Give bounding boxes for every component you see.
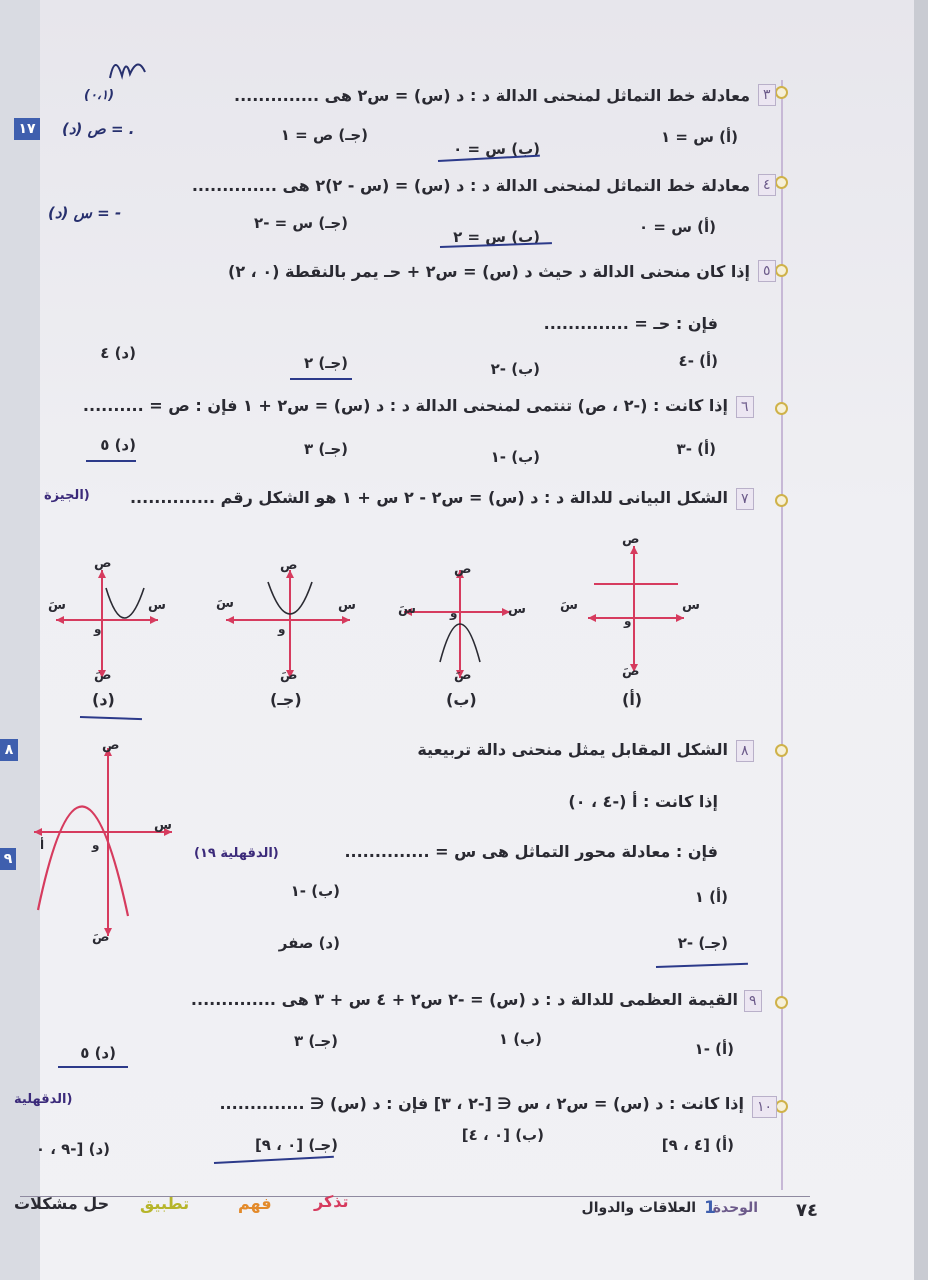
answer-underline xyxy=(214,1156,334,1164)
option-a[interactable]: (أ) -١ xyxy=(694,1040,734,1058)
origin-label: و xyxy=(624,614,632,628)
question-text: إذا كانت : د (س) = س٢ ، س ∈ [-٢ ، ٣] فإن : د (س) ∈ .............. xyxy=(219,1094,744,1113)
axis-label: سَ xyxy=(560,598,578,613)
footer-tag-remember: تذكر xyxy=(314,1192,349,1211)
option-b[interactable]: (ب) ١ xyxy=(498,1030,542,1048)
option-b[interactable]: (ب) -١ xyxy=(290,882,340,900)
handwritten-cut-option: (د) ص = . xyxy=(62,120,135,138)
option-a[interactable]: (أ) ١ xyxy=(694,888,728,906)
question-number: ٨ xyxy=(736,740,754,762)
handwritten-note: (٠،١) xyxy=(84,88,115,103)
question-dot xyxy=(775,494,788,507)
question-dot xyxy=(775,86,788,99)
unit-label: الوحدة xyxy=(712,1200,758,1216)
side-number-chip: ٨ xyxy=(0,739,18,761)
axis-label: س xyxy=(508,602,526,617)
axis-label: س xyxy=(154,818,172,833)
option-a[interactable]: (أ) -٣ xyxy=(676,440,716,458)
question-text: الشكل البيانى للدالة د : د (س) = س٢ - ٢ س + ١ هو الشكل رقم .............. xyxy=(129,488,728,507)
unit-title: العلاقات والدوال xyxy=(581,1200,696,1216)
origin-label: و xyxy=(278,622,286,636)
pen-scribble xyxy=(100,48,150,93)
figure-c-axes xyxy=(220,566,356,682)
page-number: ٧٤ xyxy=(796,1200,818,1221)
option-c[interactable]: (جـ) ٣ xyxy=(303,440,348,458)
footer-tag-problem-solving: حل مشكلات xyxy=(14,1194,110,1213)
question-number: ٤ xyxy=(758,174,776,196)
figure-label: (أ) xyxy=(622,690,643,709)
axis-label: سَ xyxy=(398,602,416,617)
question-rail xyxy=(781,80,783,1190)
option-a[interactable]: (أ) -٤ xyxy=(678,352,718,370)
option-c[interactable]: (جـ) ٢ xyxy=(303,354,348,372)
question-number: ١٠ xyxy=(752,1096,777,1118)
figure-b-axes xyxy=(398,566,514,682)
axis-label: ص xyxy=(454,562,472,577)
origin-label: و xyxy=(94,622,102,636)
option-b[interactable]: (ب) -١ xyxy=(490,448,540,466)
question-number: ٧ xyxy=(736,488,754,510)
axis-label: صَ xyxy=(94,668,112,683)
source-tag: (الجيزة xyxy=(44,488,90,503)
axis-label: صَ xyxy=(622,664,640,679)
side-number-chip: ١٧ xyxy=(14,118,40,140)
figure-q8-parabola xyxy=(30,740,180,940)
unit-number: 1 xyxy=(704,1198,716,1218)
side-number-chip: ٩ xyxy=(0,848,16,870)
figure-a-axes xyxy=(568,532,688,682)
axis-label: س xyxy=(338,598,356,613)
figure-label: (ب) xyxy=(446,690,477,709)
footer-tag-apply: تطبيق xyxy=(140,1194,190,1213)
option-d[interactable]: (د) ٥ xyxy=(80,1044,116,1062)
option-a[interactable]: (أ) س = ٠ xyxy=(639,218,716,236)
question-text: إذا كانت : (-٢ ، ص) تنتمى لمنحنى الدالة د : د (س) = س٢ + ١ فإن : ص = .......... xyxy=(82,396,728,415)
option-a[interactable]: (أ) س = ١ xyxy=(661,128,738,146)
origin-label: و xyxy=(92,838,100,852)
axis-label: صَ xyxy=(92,930,110,945)
axis-label: ص xyxy=(622,532,640,547)
question-number: ٩ xyxy=(744,990,762,1012)
option-c[interactable]: (جـ) ص = ١ xyxy=(280,126,368,144)
option-b[interactable]: (ب) س = ٠ xyxy=(453,140,540,158)
axis-label: س xyxy=(682,598,700,613)
answer-underline xyxy=(86,460,136,462)
footer-divider xyxy=(20,1196,810,1197)
question-number: ٣ xyxy=(758,84,776,106)
figure-label: (جـ) xyxy=(270,690,302,709)
origin-label: و xyxy=(450,606,458,620)
answer-underline xyxy=(290,378,352,380)
question-number: ٥ xyxy=(758,260,776,282)
source-tag: (الدقهلية xyxy=(14,1092,73,1107)
source-tag: (الدقهلية ١٩) xyxy=(194,846,279,861)
answer-underline xyxy=(58,1066,128,1068)
option-c[interactable]: (جـ) ٣ xyxy=(293,1032,338,1050)
point-label: أ xyxy=(40,838,45,852)
axis-label: سَ xyxy=(48,598,66,613)
question-text: إذا كان منحنى الدالة د حيث د (س) = س٢ + حـ يمر بالنقطة (٠ ، ٢) xyxy=(228,262,750,281)
option-d[interactable]: (د) ٥ xyxy=(100,436,136,454)
question-text: معادلة خط التماثل لمنحنى الدالة د : د (س) = س٢ هى .............. xyxy=(233,86,750,105)
axis-label: صَ xyxy=(280,668,298,683)
footer-tag-understand: فهم xyxy=(238,1194,272,1213)
question-text-continuation: فإن : حـ = .............. xyxy=(543,314,718,333)
question-text-continuation: إذا كانت : أ (-٤ ، ٠) xyxy=(568,792,718,811)
question-dot xyxy=(775,264,788,277)
axis-label: ص xyxy=(94,556,112,571)
option-c[interactable]: (جـ) -٢ xyxy=(677,934,728,952)
option-a[interactable]: (أ) [٤ ، ٩] xyxy=(661,1136,734,1154)
handwritten-cut-option: (د) س = - xyxy=(48,204,122,222)
axis-label: ص xyxy=(102,738,120,753)
option-b[interactable]: (ب) [٠ ، ٤] xyxy=(461,1126,544,1144)
option-c[interactable]: (جـ) [٠ ، ٩] xyxy=(254,1136,338,1154)
question-text: معادلة خط التماثل لمنحنى الدالة د : د (س) = (س - ٢)٢ هى .............. xyxy=(191,176,750,195)
axis-label: ص xyxy=(280,558,298,573)
question-number: ٦ xyxy=(736,396,754,418)
option-d[interactable]: (د) [-٩ ، ٠ xyxy=(35,1140,110,1158)
figure-label: (د) xyxy=(92,690,115,709)
question-text: الشكل المقابل يمثل منحنى دالة تربيعية xyxy=(417,740,728,759)
axis-label: سَ xyxy=(216,596,234,611)
option-c[interactable]: (جـ) س = -٢ xyxy=(254,214,348,232)
question-dot xyxy=(775,176,788,189)
figure-d-axes xyxy=(50,566,166,682)
option-b[interactable]: (ب) س = ٢ xyxy=(453,228,540,246)
answer-underline xyxy=(656,963,748,968)
question-dot xyxy=(775,744,788,757)
axis-label: س xyxy=(148,598,166,613)
option-d[interactable]: (د) ٤ xyxy=(100,344,136,362)
answer-underline xyxy=(80,716,142,720)
question-dot xyxy=(775,402,788,415)
option-d[interactable]: (د) صفر xyxy=(278,934,340,952)
right-page-edge xyxy=(914,0,928,1280)
option-b[interactable]: (ب) -٢ xyxy=(490,360,540,378)
question-text: القيمة العظمى للدالة د : د (س) = -٢ س٢ + ٤ س + ٣ هى .............. xyxy=(190,990,738,1009)
axis-label: صَ xyxy=(454,668,472,683)
question-dot xyxy=(775,996,788,1009)
left-page-edge xyxy=(0,0,40,1280)
question-text-continuation: فإن : معادلة محور التماثل هى س = .............. xyxy=(344,842,718,861)
